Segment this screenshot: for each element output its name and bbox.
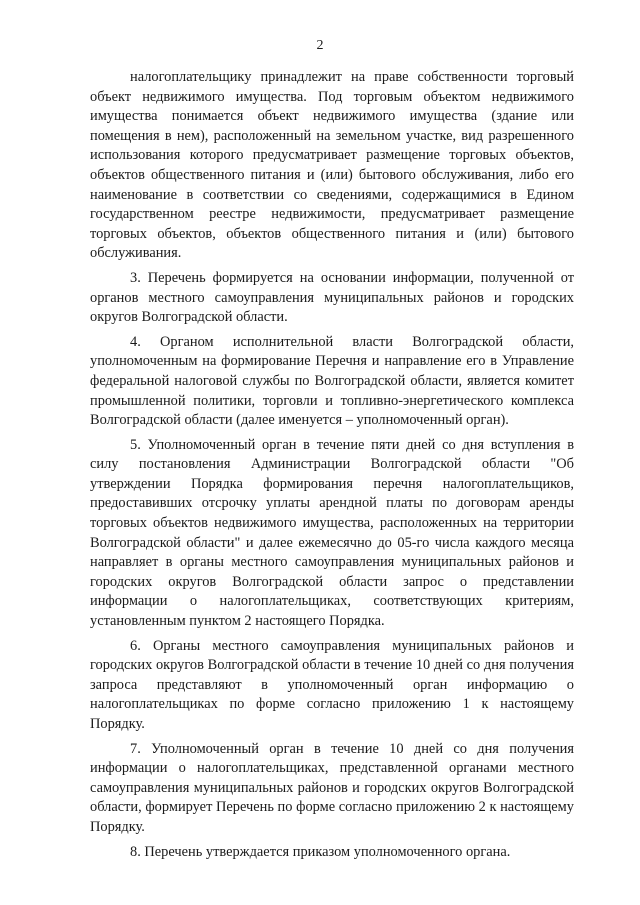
paragraph-item-3: 3. Перечень формируется на основании информации, полученной от органов местного самоуправления муниципальных районов и городских округов Волгоградской области. <box>90 269 574 326</box>
paragraph-item-6: 6. Органы местного самоуправления муниципальных районов и городских округов Волгоградской области в течение 10 дней со дня получения запроса представляют в уполномоченный орган информацию о налогоплательщиках по форме согласно приложению 1 к настоящему Порядку. <box>90 637 574 732</box>
paragraph-item-5: 5. Уполномоченный орган в течение пяти дней со дня вступления в силу постановления Администрации Волгоградской области "Об утверждении Порядка формирования перечня налогоплательщиков, предоставивших отсрочку уплаты арендной платы по договорам аренды торговых объектов недвижимого имущества, расположенных на территории Волгоградской области" и далее ежемесячно до 05-го числа каждого месяца направляет в органы местного самоуправления муниципальных районов и городских округов Волгоградской области запрос о представлении информации о налогоплательщиках, соответствующих критериям, установленным пунктом 2 настоящего Порядка. <box>90 436 574 630</box>
paragraph-continuation: налогоплательщику принадлежит на праве собственности торговый объект недвижимого имущества. Под торговым объектом недвижимого имущества понимается объект недвижимого имущества (здание или помещения в нем), расположенный на земельном участке, вид разрешенного использования которого предусматривает размещение торговых объектов, объектов общественного питания и (или) бытового обслуживания, либо его наименование в соответствии со сведениями, содержащимися в Едином государственном реестре недвижимости, предусматривает размещение торговых объектов, объектов общественного питания и (или) бытового обслуживания. <box>90 69 574 262</box>
paragraph-item-4: 4. Органом исполнительной власти Волгоградской области, уполномоченным на формирование Перечня и направление его в Управление федеральной налоговой службы по Волгоградской области, является комитет промышленной политики, торговли и топливно-энергетического комплекса Волгоградской области (далее именуется – уполномоченный орган). <box>90 333 574 429</box>
page-number: 2 <box>316 38 324 53</box>
paragraph-item-7: 7. Уполномоченный орган в течение 10 дней со дня получения информации о налогоплательщиках, представленной органами местного самоуправления муниципальных районов и городских округов Волгоградской области, формирует Перечень по форме согласно приложению 2 к настоящему Порядку. <box>90 740 574 835</box>
paragraph-item-8: 8. Перечень утверждается приказом уполномоченного органа. <box>130 843 511 860</box>
document-body <box>90 68 574 867</box>
